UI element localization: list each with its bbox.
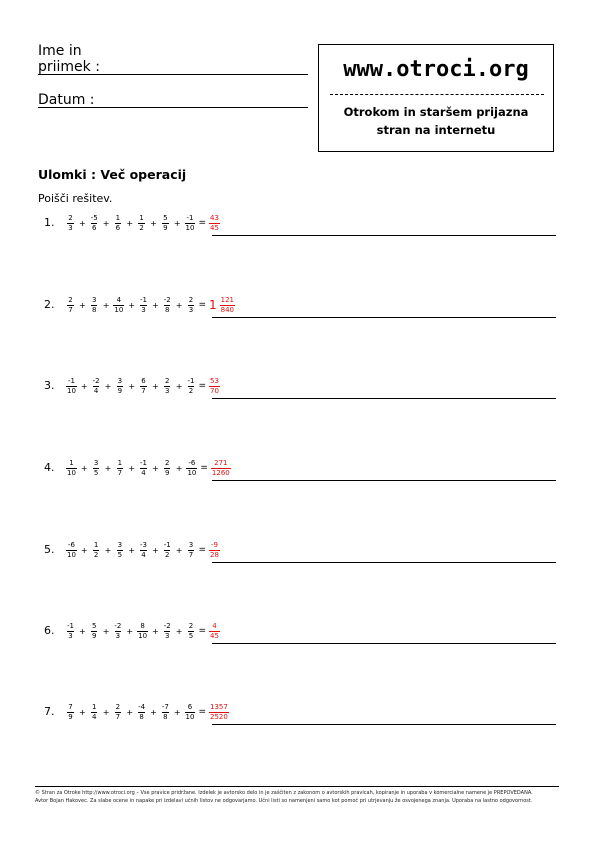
fraction-denominator: 2 xyxy=(139,224,144,232)
plus-operator: + xyxy=(102,707,110,717)
plus-operator: + xyxy=(79,218,86,228)
fraction-numerator: 6 xyxy=(187,703,193,711)
problem-6 xyxy=(44,618,554,644)
answer-fraction xyxy=(209,377,220,395)
fraction xyxy=(137,214,146,232)
fraction xyxy=(185,703,196,721)
plus-operator: + xyxy=(175,381,183,391)
answer xyxy=(209,703,229,721)
fraction xyxy=(90,622,99,640)
logo-tagline xyxy=(319,103,553,139)
fraction-numerator: 4 xyxy=(116,296,122,304)
fraction-numerator: 2 xyxy=(188,622,194,630)
answer-numerator: -9 xyxy=(210,541,218,549)
fraction xyxy=(113,214,122,232)
plus-operator: + xyxy=(128,381,136,391)
problem-4 xyxy=(44,455,554,481)
fraction xyxy=(185,214,196,232)
fraction-numerator: -2 xyxy=(163,296,171,304)
plus-operator: + xyxy=(102,300,110,310)
plus-operator: + xyxy=(79,707,86,717)
fraction-numerator: 1 xyxy=(69,459,74,467)
plus-operator: + xyxy=(152,463,159,473)
plus-operator: + xyxy=(152,381,159,391)
logo-box xyxy=(318,44,554,152)
fraction-denominator: 3 xyxy=(115,632,121,640)
fraction xyxy=(115,459,124,477)
plus-operator: + xyxy=(175,463,183,473)
fraction-denominator: 9 xyxy=(165,469,170,477)
footer xyxy=(35,789,595,805)
fraction xyxy=(139,377,148,395)
fraction-numerator: 7 xyxy=(68,703,73,711)
fraction-numerator: -3 xyxy=(140,541,148,549)
problem-number: 2. xyxy=(44,298,55,311)
fraction xyxy=(137,703,146,721)
fraction-numerator: 1 xyxy=(93,541,99,549)
name-label-line2: priimek : xyxy=(38,59,100,75)
answer-numerator: 1357 xyxy=(209,703,228,711)
fraction-denominator: 10 xyxy=(187,469,197,477)
name-field[interactable] xyxy=(38,74,308,75)
plus-operator: + xyxy=(173,218,181,228)
fraction-denominator: 4 xyxy=(141,551,146,559)
plus-operator: + xyxy=(79,300,86,310)
fraction xyxy=(163,377,172,395)
plus-operator: + xyxy=(102,218,110,228)
answer-denominator: 840 xyxy=(220,306,234,314)
problem-expression xyxy=(66,210,220,236)
fraction-numerator: -1 xyxy=(67,622,74,630)
problem-number: 4. xyxy=(44,461,55,474)
fraction xyxy=(66,296,75,314)
fraction-numerator: 2 xyxy=(115,703,121,711)
plus-operator: + xyxy=(175,545,183,555)
fraction xyxy=(163,296,172,314)
fraction-numerator: -7 xyxy=(161,703,169,711)
answer-numerator: 43 xyxy=(209,214,219,222)
problem-5 xyxy=(44,537,554,563)
logo-tagline-line1: Otrokom in staršem prijazna xyxy=(343,105,529,119)
fraction-denominator: 8 xyxy=(163,713,168,721)
fraction-numerator: -1 xyxy=(140,296,148,304)
problem-number: 3. xyxy=(44,379,55,392)
worksheet-instruction: Poišči rešitev. xyxy=(38,192,113,205)
fraction-numerator: -1 xyxy=(187,377,195,385)
problem-2 xyxy=(44,292,554,318)
fraction-denominator: 3 xyxy=(141,306,146,314)
fraction-denominator: 7 xyxy=(117,469,123,477)
answer-line[interactable] xyxy=(212,235,556,236)
answer-line[interactable] xyxy=(212,398,556,399)
fraction xyxy=(163,622,172,640)
fraction-denominator: 7 xyxy=(141,387,146,395)
fraction-denominator: 2 xyxy=(93,551,99,559)
plus-operator: + xyxy=(79,626,86,636)
answer-denominator: 70 xyxy=(209,387,219,395)
fraction-numerator: 2 xyxy=(68,296,73,304)
plus-operator: + xyxy=(150,707,157,717)
answer xyxy=(209,541,220,559)
fraction-denominator: 10 xyxy=(138,632,148,640)
fraction-numerator: -6 xyxy=(188,459,196,467)
fraction-denominator: 4 xyxy=(93,387,99,395)
plus-operator: + xyxy=(80,381,88,391)
fraction-denominator: 6 xyxy=(115,224,121,232)
plus-operator: + xyxy=(128,545,136,555)
fraction-denominator: 10 xyxy=(185,713,195,721)
answer-numerator: 53 xyxy=(209,377,219,385)
fraction-denominator: 4 xyxy=(141,469,146,477)
problem-expression xyxy=(66,373,220,399)
plus-operator: + xyxy=(80,463,88,473)
plus-operator: + xyxy=(126,707,134,717)
fraction-numerator: 8 xyxy=(140,622,145,630)
plus-operator: + xyxy=(102,626,110,636)
fraction-denominator: 9 xyxy=(91,632,97,640)
fraction-denominator: 10 xyxy=(185,224,195,232)
plus-operator: + xyxy=(152,545,159,555)
fraction-numerator: 5 xyxy=(163,214,168,222)
plus-operator: + xyxy=(173,707,181,717)
plus-operator: + xyxy=(152,626,159,636)
fraction-numerator: -1 xyxy=(140,459,148,467)
fraction-numerator: 5 xyxy=(91,622,97,630)
fraction xyxy=(137,622,148,640)
fraction-numerator: 2 xyxy=(165,377,170,385)
fraction-denominator: 10 xyxy=(67,387,76,395)
fraction-denominator: 3 xyxy=(68,632,73,640)
fraction-numerator: -2 xyxy=(92,377,100,385)
answer-numerator: 271 xyxy=(214,459,228,467)
fraction xyxy=(66,703,75,721)
fraction xyxy=(66,214,75,232)
fraction-denominator: 5 xyxy=(117,551,123,559)
fraction-numerator: 3 xyxy=(117,541,123,549)
fraction-denominator: 7 xyxy=(188,551,194,559)
plus-operator: + xyxy=(175,626,183,636)
plus-operator: + xyxy=(104,381,112,391)
fraction-numerator: 2 xyxy=(188,296,194,304)
fraction-denominator: 3 xyxy=(165,387,170,395)
fraction xyxy=(139,459,148,477)
answer-denominator: 45 xyxy=(209,632,219,640)
fraction-denominator: 10 xyxy=(67,551,76,559)
fraction-denominator: 8 xyxy=(139,713,144,721)
fraction-numerator: -6 xyxy=(67,541,75,549)
fraction-denominator: 10 xyxy=(114,306,124,314)
answer xyxy=(211,459,231,477)
answer-fraction xyxy=(209,703,229,721)
answer xyxy=(209,214,220,232)
plus-operator: + xyxy=(152,300,159,310)
fraction-denominator: 4 xyxy=(91,713,97,721)
plus-operator: + xyxy=(104,463,112,473)
answer-fraction xyxy=(211,459,231,477)
footer-line2: Avtor Bojan Hakovec. Za slabe ocene in napake pri izdelavi učnih listov ne odgovarjamo. Učni listi so namenjeni samo kot pomoč pri utrjevanju že osvojenega znanja. Uporaba na lastno odgovornost. xyxy=(35,798,533,804)
problem-expression xyxy=(66,537,220,563)
answer-fraction xyxy=(209,622,220,640)
fraction xyxy=(66,622,75,640)
fraction xyxy=(92,541,101,559)
fraction-denominator: 9 xyxy=(68,713,73,721)
plus-operator: + xyxy=(126,626,134,636)
equals-sign: = xyxy=(198,381,206,391)
fraction-numerator: -1 xyxy=(186,214,194,222)
plus-operator: + xyxy=(104,545,112,555)
fraction xyxy=(186,377,195,395)
answer-fraction xyxy=(209,214,220,232)
answer xyxy=(209,377,220,395)
fraction-numerator: 1 xyxy=(115,214,121,222)
footer-line1: © Stran za Otroke http://www.otroci.org – Vse pravice pridržane. Izdelek je avtorsko delo in je zaščiten z zakonom o avtorskih pravicah, kopiranje in uporaba v komercialne namene je PREPOVEDANA. xyxy=(35,790,533,796)
fraction-numerator: -1 xyxy=(163,541,171,549)
fraction-numerator: 6 xyxy=(141,377,146,385)
fraction-denominator: 10 xyxy=(67,469,76,477)
fraction-denominator: 7 xyxy=(68,306,73,314)
equals-sign: = xyxy=(198,300,206,310)
fraction-numerator: 1 xyxy=(117,459,123,467)
fraction-numerator: 3 xyxy=(117,377,123,385)
plus-operator: + xyxy=(126,218,134,228)
plus-operator: + xyxy=(80,545,88,555)
logo-url[interactable]: www.otroci.org xyxy=(343,57,529,82)
fraction xyxy=(161,214,170,232)
fraction-numerator: 1 xyxy=(91,703,97,711)
answer-denominator: 45 xyxy=(209,224,219,232)
equals-sign: = xyxy=(200,463,208,473)
footer-divider xyxy=(35,786,559,787)
answer-fraction xyxy=(220,296,235,314)
plus-operator: + xyxy=(128,463,136,473)
answer-fraction xyxy=(209,541,220,559)
plus-operator: + xyxy=(150,218,157,228)
fraction-numerator: -5 xyxy=(90,214,98,222)
problem-3 xyxy=(44,373,554,399)
problem-number: 1. xyxy=(44,216,55,229)
plus-operator: + xyxy=(175,300,183,310)
fraction xyxy=(66,459,77,477)
fraction xyxy=(90,703,99,721)
fraction xyxy=(186,541,195,559)
fraction-denominator: 3 xyxy=(68,224,73,232)
logo-divider xyxy=(330,94,544,95)
fraction-denominator: 8 xyxy=(165,306,170,314)
fraction xyxy=(90,296,99,314)
problem-expression xyxy=(66,699,229,725)
problem-expression xyxy=(66,455,231,481)
problem-expression xyxy=(66,618,220,644)
fraction xyxy=(66,377,77,395)
fraction-numerator: -2 xyxy=(114,622,122,630)
fraction-denominator: 9 xyxy=(117,387,123,395)
fraction-numerator: 2 xyxy=(68,214,73,222)
answer-numerator: 4 xyxy=(212,622,217,630)
answer xyxy=(209,622,220,640)
fraction xyxy=(115,377,124,395)
fraction-denominator: 5 xyxy=(188,632,194,640)
date-label: Datum : xyxy=(38,92,95,108)
fraction xyxy=(66,541,77,559)
plus-operator: + xyxy=(128,300,136,310)
answer-denominator: 28 xyxy=(209,551,219,559)
problem-1 xyxy=(44,210,554,236)
fraction-denominator: 2 xyxy=(165,551,170,559)
problem-number: 5. xyxy=(44,543,55,556)
fraction-numerator: -2 xyxy=(163,622,171,630)
fraction xyxy=(115,541,124,559)
logo-tagline-line2: stran na internetu xyxy=(376,123,496,137)
problem-number: 7. xyxy=(44,705,55,718)
fraction-denominator: 8 xyxy=(91,306,97,314)
fraction-numerator: 2 xyxy=(165,459,170,467)
equals-sign: = xyxy=(198,626,206,636)
fraction xyxy=(113,622,122,640)
fraction-numerator: 3 xyxy=(91,296,97,304)
answer-line[interactable] xyxy=(212,317,556,318)
fraction xyxy=(163,459,172,477)
fraction-denominator: 2 xyxy=(188,387,194,395)
fraction xyxy=(90,214,99,232)
worksheet-title: Ulomki : Več operacij xyxy=(38,167,187,182)
fraction-denominator: 6 xyxy=(91,224,97,232)
fraction xyxy=(139,541,148,559)
answer-denominator: 1260 xyxy=(211,469,230,477)
fraction xyxy=(186,296,195,314)
answer-line[interactable] xyxy=(212,562,556,563)
fraction-numerator: 3 xyxy=(93,459,99,467)
answer-line[interactable] xyxy=(212,480,556,481)
fraction xyxy=(113,703,122,721)
equals-sign: = xyxy=(198,545,206,555)
answer-whole: 1 xyxy=(208,298,217,312)
fraction xyxy=(161,703,170,721)
fraction xyxy=(163,541,172,559)
equals-sign: = xyxy=(198,218,206,228)
fraction-denominator: 3 xyxy=(188,306,194,314)
answer-denominator: 2520 xyxy=(209,713,228,721)
answer-line[interactable] xyxy=(212,643,556,644)
fraction xyxy=(139,296,148,314)
equals-sign: = xyxy=(198,707,206,717)
answer xyxy=(209,296,235,314)
problem-7 xyxy=(44,699,554,725)
problem-expression xyxy=(66,292,235,318)
fraction-numerator: -4 xyxy=(138,703,146,711)
fraction xyxy=(113,296,124,314)
fraction xyxy=(186,622,195,640)
fraction-denominator: 7 xyxy=(115,713,121,721)
fraction-denominator: 5 xyxy=(93,469,99,477)
fraction xyxy=(92,459,101,477)
problem-number: 6. xyxy=(44,624,55,637)
answer-numerator: 121 xyxy=(220,296,234,304)
fraction xyxy=(92,377,101,395)
fraction xyxy=(186,459,197,477)
fraction-numerator: 3 xyxy=(188,541,194,549)
fraction-denominator: 9 xyxy=(163,224,168,232)
date-field[interactable] xyxy=(38,107,308,108)
fraction-denominator: 3 xyxy=(165,632,170,640)
fraction-numerator: 1 xyxy=(139,214,144,222)
answer-line[interactable] xyxy=(212,724,556,725)
name-label-line1: Ime in xyxy=(38,43,82,59)
fraction-numerator: -1 xyxy=(67,377,75,385)
